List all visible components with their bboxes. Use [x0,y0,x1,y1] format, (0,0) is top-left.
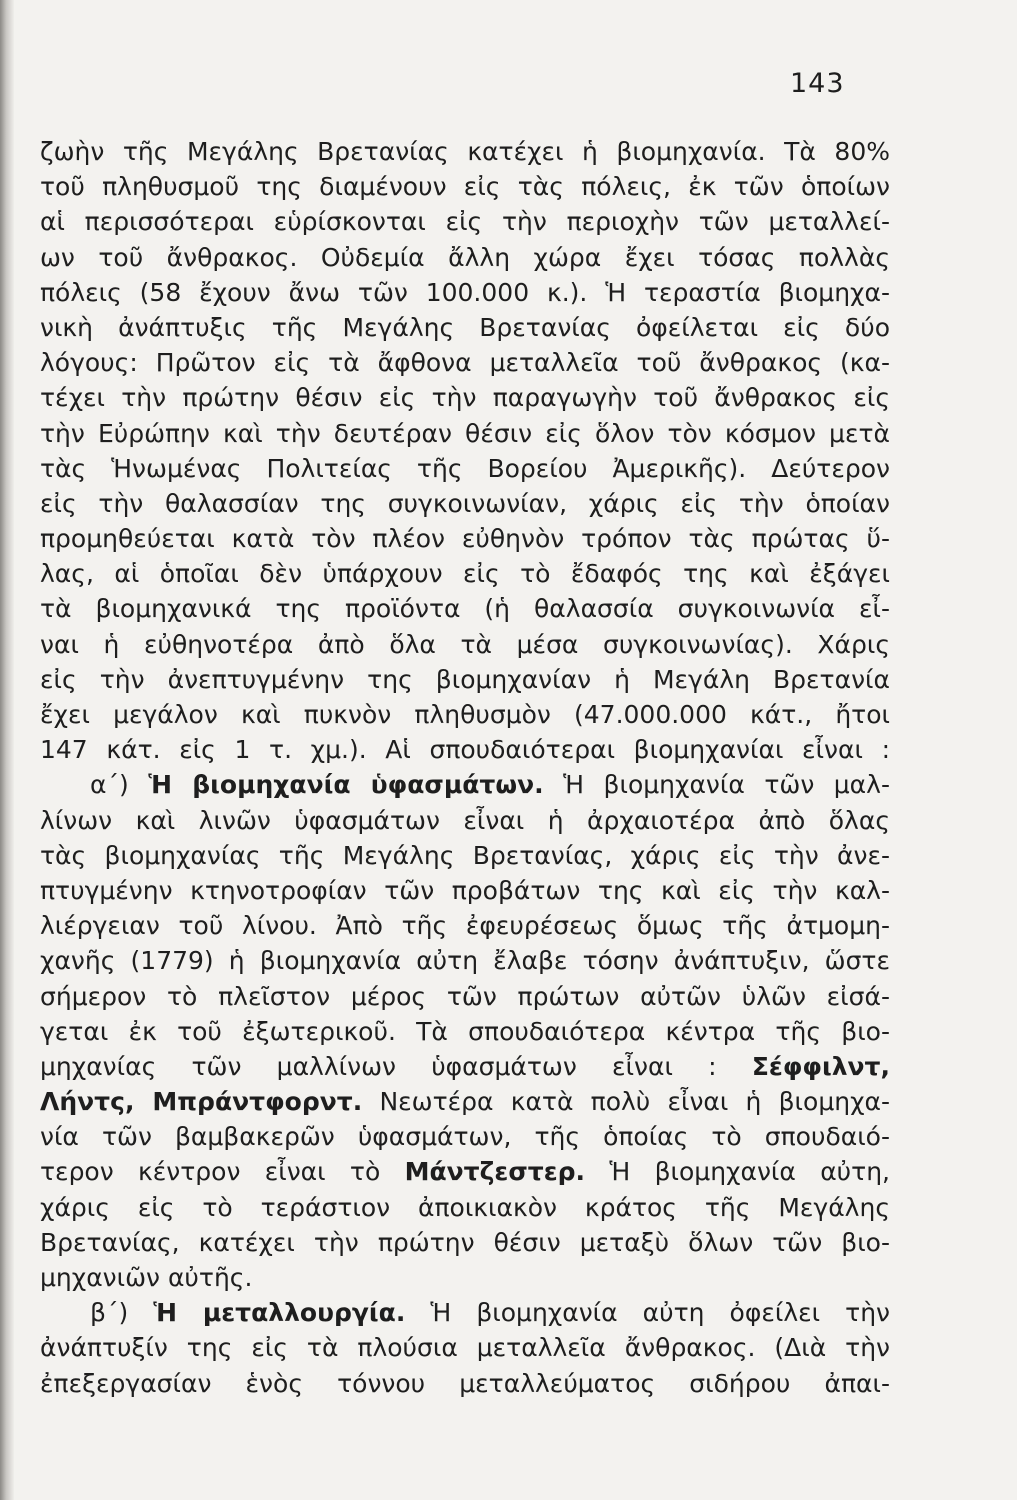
text-line: λίνων καὶ λινῶν ὑφασμάτων εἶναι ἡ ἀρχαιοτέρα ἀπὸ ὅλας [40,805,890,835]
bold-heading-text: Λήντς, Μπράντφορντ. [40,1087,363,1117]
bold-heading-text: Ἡ βιομηχανία ὑφασμάτων. [148,770,544,800]
bold-heading-text: Ἡ μεταλλουργία. [153,1298,406,1328]
text-line [40,1154,890,1189]
text-line: αἱ περισσότεραι εὑρίσκονται εἰς τὴν περιοχὴν τῶν μεταλλεί- [40,207,890,237]
page-number: 143 [790,68,845,99]
bold-heading-text: Σέφφιλντ, [751,1051,890,1081]
text-line: ναι ἡ εὐθηνοτέρα ἀπὸ ὅλα τὰ μέσα συγκοινωνίας). Χάρις [40,629,890,659]
text-line: νία τῶν βαμβακερῶν ὑφασμάτων, τῆς ὁποίας τὸ σπουδαιό- [40,1122,890,1152]
text-line [40,1084,890,1119]
line-text-segment: Ἡ βιομηχανία αὐτη, [585,1157,890,1187]
text-line: μηχανιῶν αὐτῆς. [40,1263,253,1292]
text-line: τὰς Ἡνωμένας Πολιτείας τῆς Βορείου Ἀμερικῆς). Δεύτερον [40,453,890,483]
text-line: ἔχει μεγάλον καὶ πυκνὸν πληθυσμὸν (47.000.000 κάτ., ἤτοι [40,700,890,729]
bold-heading-text: Μάντζεστερ. [404,1157,586,1187]
line-text-segment: Ἡ βιομηχανία τῶν μαλ- [543,770,890,800]
text-line: νικὴ ἀνάπτυξις τῆς Μεγάλης Βρετανίας ὀφείλεται εἰς δύο [40,312,890,342]
page-spine-shadow [0,0,14,1500]
text-line: τὴν Εὐρώπην καὶ τὴν δευτέραν θέσιν εἰς ὅλον τὸν κόσμον μετὰ [40,418,890,448]
line-text-segment: Νεωτέρα κατὰ πολὺ εἶναι ἡ βιομηχα- [362,1087,891,1117]
line-text-segment: Ἡ βιομηχανία αὐτη ὀφείλει τὴν [405,1298,891,1328]
line-text-segment: μηχανίας τῶν μαλλίνων ὑφασμάτων εἶναι : [40,1051,752,1081]
text-line [40,767,890,802]
text-line: λόγους: Πρῶτον εἰς τὰ ἄφθονα μεταλλεῖα τοῦ ἄνθρακος (κα- [40,348,890,378]
text-line: Βρετανίας, κατέχει τὴν πρώτην θέσιν μεταξὺ ὅλων τῶν βιο- [40,1227,890,1257]
text-line: 147 κάτ. εἰς 1 τ. χμ.). Αἱ σπουδαιότεραι βιομηχανίαι εἶναι : [40,735,890,765]
text-line: πόλεις (58 ἔχουν ἄνω τῶν 100.000 κ.). Ἡ τεραστία βιομηχα- [40,277,890,307]
text-line [40,1049,890,1084]
text-line: ων τοῦ ἄνθρακος. Οὐδεμία ἄλλη χώρα ἔχει τόσας πολλὰς [40,242,890,272]
text-line: εἰς τὴν ἀνεπτυγμένην της βιομηχανίαν ἡ Μεγάλη Βρετανία [40,664,890,694]
text-line: χανῆς (1779) ἡ βιομηχανία αὐτη ἔλαβε τόσην ἀνάπτυξιν, ὥστε [40,946,890,976]
text-line: χάρις εἰς τὸ τεράστιον ἀποικιακὸν κράτος τῆς Μεγάλης [40,1192,890,1222]
line-text-segment: α΄) [90,770,149,800]
text-line: λας, αἱ ὁποῖαι δὲν ὑπάρχουν εἰς τὸ ἔδαφός της καὶ ἐξάγει [40,559,890,589]
line-text-segment: τερον κέντρον εἶναι τὸ [40,1157,405,1187]
text-line: προμηθεύεται κατὰ τὸν πλέον εὐθηνὸν τρόπον τὰς πρώτας ὕ- [40,524,890,554]
text-line: τὰ βιομηχανικά της προϊόντα (ἡ θαλασσία συγκοινωνία εἶ- [40,594,890,624]
text-line: ἐπεξεργασίαν ἑνὸς τόννου μεταλλεύματος σιδήρου ἀπαι- [40,1368,890,1398]
text-line: γεται ἐκ τοῦ ἐξωτερικοῦ. Τὰ σπουδαιότερα κέντρα τῆς βιο- [40,1016,890,1046]
text-line: τὰς βιομηχανίας τῆς Μεγάλης Βρετανίας, χάρις εἰς τὴν ἀνε- [40,840,890,870]
text-line: σήμερον τὸ πλεῖστον μέρος τῶν πρώτων αὐτῶν ὑλῶν εἰσά- [40,981,890,1011]
text-line: τέχει τὴν πρώτην θέσιν εἰς τὴν παραγωγὴν τοῦ ἄνθρακος εἰς [40,383,890,413]
body-text [40,134,890,1401]
text-line: λιέργειαν τοῦ λίνου. Ἀπὸ τῆς ἐφευρέσεως ὅμως τῆς ἀτμομη- [40,911,890,941]
text-line: εἰς τὴν θαλασσίαν της συγκοινωνίαν, χάρις εἰς τὴν ὁποίαν [40,488,890,518]
text-line: τοῦ πληθυσμοῦ της διαμένουν εἰς τὰς πόλεις, ἐκ τῶν ὁποίων [40,172,890,202]
text-line: ἀνάπτυξίν της εἰς τὰ πλούσια μεταλλεῖα ἄνθρακος. (Διὰ τὴν [40,1333,890,1363]
text-line [40,1295,890,1330]
text-line: ζωὴν τῆς Μεγάλης Βρετανίας κατέχει ἡ βιομηχανία. Τὰ 80% [40,137,890,166]
text-line: πτυγμένην κτηνοτροφίαν τῶν προβάτων της καὶ εἰς τὴν καλ- [40,875,890,905]
line-text-segment: β΄) [90,1298,154,1328]
